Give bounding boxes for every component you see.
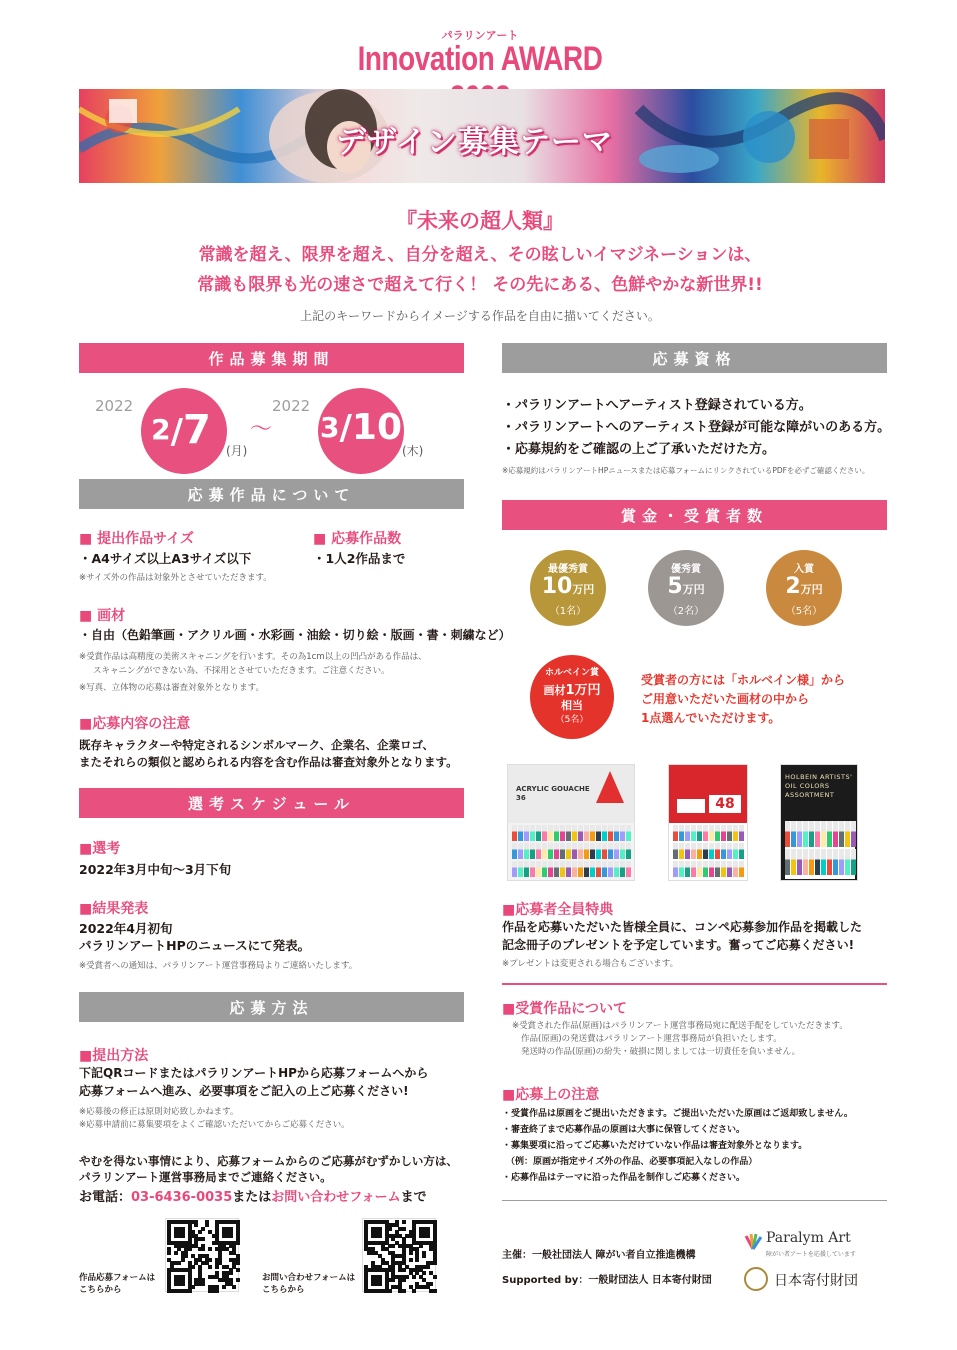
excellent-prize-name: 優秀賞 [671, 563, 701, 575]
paint-tube [536, 825, 541, 841]
paint-tube [691, 861, 696, 877]
paint-tube [673, 861, 678, 877]
material-note-3: ※写真、立体物の応募は審査対象外となります。 [79, 683, 264, 693]
benefits-line-1: 作品を応募いただいた皆様全員に、コンペ応募参加作品を掲載した [502, 920, 863, 934]
qr-module [222, 1285, 226, 1289]
qr-module [201, 1282, 205, 1286]
qr-module [429, 1282, 433, 1286]
qr-module [236, 1278, 240, 1282]
benefits-note: ※プレゼントは変更される場合もございます。 [502, 959, 679, 969]
qr-module [208, 1247, 212, 1251]
material-value: ・自由（色鉛筆画・アクリル画・水彩画・油絵・切り絵・版画・書・刺繍など） [79, 628, 511, 642]
paint-tube [821, 821, 826, 847]
paint-tube [626, 843, 631, 859]
paint-tube [530, 861, 535, 877]
holbein-prize-name: ホルベイン賞 [544, 668, 599, 678]
paint-tube [572, 843, 577, 859]
qr-module [201, 1237, 205, 1241]
paint-tube [566, 825, 571, 841]
paralym-art-logo [742, 1228, 882, 1262]
paint-tube [739, 843, 744, 859]
paint-tube [512, 861, 517, 877]
paint-tube [709, 843, 714, 859]
paint-tube [803, 849, 808, 875]
review-value: 2022年3月中旬〜3月下旬 [79, 862, 232, 877]
qr-module [236, 1241, 240, 1245]
notices-line-4: （例：原画が指定サイズ外の作品、必要事項記入なしの作品） [506, 1157, 758, 1167]
qr-module [181, 1234, 185, 1238]
paint-tube [845, 821, 850, 847]
phone-mid: または [232, 1190, 272, 1205]
paint-tube [733, 825, 738, 841]
paint-tube [697, 861, 702, 877]
banner-text: デザイン募集テーマ [336, 125, 613, 160]
material-note-2: スキャニングができない為、不採用とさせていただきます。ご注意ください。 [93, 666, 390, 676]
paint-tube [554, 861, 559, 877]
nippon-kifu-logo-text: 日本寄付財団 [774, 1273, 858, 1289]
contact-line-1: やむを得ない事情により、応募フォームからのご応募がむずかしい方は、 [79, 1154, 458, 1168]
excellent-prize-amount: 5 [667, 573, 683, 599]
holbein-desc-3: 1点選んでいただけます。 [641, 711, 781, 725]
paint-tube [554, 843, 559, 859]
qr-module [188, 1289, 192, 1293]
paint-tube [584, 843, 589, 859]
excellent-prize-circle [648, 550, 724, 626]
paint-tube [785, 821, 790, 847]
paint-tube [572, 825, 577, 841]
notices-line-3: ・募集要項に沿ってご応募いただけていない作品は審査対象外となります。 [502, 1141, 808, 1151]
paint-tube [608, 861, 613, 877]
submit-line-1: 下記QRコードまたはパラリンアートHPから応募フォームへから [79, 1066, 429, 1080]
theme-line-1: 常識を超え、限界を超え、自分を超え、その眩しいイマジネーションは、 [198, 245, 762, 265]
qr-module [181, 1258, 185, 1262]
paint-tube [578, 825, 583, 841]
qr-module [415, 1258, 419, 1262]
qr-module [215, 1265, 219, 1269]
theme-line-2: 常識も限界も光の速さで超えて行く！ その先にある、色鮮やかな新世界!! [197, 275, 763, 295]
paint-tube [715, 861, 720, 877]
paint-tube [697, 843, 702, 859]
paralym-art-logo-text: Paralym Art [766, 1230, 851, 1246]
paint-tube [851, 821, 856, 847]
qr-module [208, 1265, 212, 1269]
paint-tube [614, 861, 619, 877]
paint-tube [560, 825, 565, 841]
paint-tube [803, 821, 808, 847]
size-label: ■ 提出作品サイズ [79, 531, 194, 547]
paint-tube [596, 861, 601, 877]
awarded-note-1: ※受賞された作品(原画)はパラリンアート運営事務局宛に配送手配をしていただきます。 [512, 1021, 848, 1031]
end-year: 2022 [272, 397, 311, 415]
paint-tube [715, 825, 720, 841]
qr-module [402, 1220, 406, 1224]
paint-tube [602, 825, 607, 841]
qr-module [194, 1223, 198, 1227]
paint-tube [833, 849, 838, 875]
qr-module [378, 1234, 382, 1238]
grand-prize-circle [530, 550, 606, 626]
excellent-prize-unit: 万円 [682, 582, 705, 596]
start-year: 2022 [95, 397, 134, 415]
qr-module [391, 1278, 395, 1282]
period-heading: 作品募集期間 [79, 343, 464, 373]
paint-tube [614, 825, 619, 841]
notices-line-1: ・受賞作品は原画をご提出いただきます。ご提出いただいた原画はご返却致しません。 [502, 1109, 853, 1119]
entry-prize-amount: 2 [785, 573, 801, 599]
qr2-label: お問い合わせフォームは こちらから [262, 1273, 356, 1295]
phone-line [79, 1186, 427, 1205]
qr-module [426, 1234, 430, 1238]
paint-tube [673, 825, 678, 841]
eligibility-line-1: ・パラリンアートへアーティスト登録されている方。 [502, 398, 812, 413]
entry-prize-unit: 万円 [800, 582, 823, 596]
paint-tube [703, 825, 708, 841]
qr-module [405, 1275, 409, 1279]
qr-module [433, 1275, 437, 1279]
qr-module [191, 1285, 195, 1289]
size-note: ※サイズ外の作品は対象外とさせていただきます。 [79, 573, 272, 583]
paint-tube [679, 825, 684, 841]
qr-code-contact-form[interactable] [362, 1218, 436, 1292]
paint-tube [827, 821, 832, 847]
paint-tube [691, 843, 696, 859]
qr-module [419, 1244, 423, 1248]
paralym-art-flower-icon [742, 1232, 764, 1250]
qr-module [422, 1271, 426, 1275]
paint-tube [791, 821, 796, 847]
paint-tube [691, 825, 696, 841]
qr-module [433, 1261, 437, 1265]
result-note: ※受賞者への通知は、パラリンアート運営事務局よりご連絡いたします。 [79, 961, 358, 971]
paint-tube [797, 821, 802, 847]
schedule-heading: 選考スケジュール [79, 788, 464, 818]
start-date-circle: $^2$/7 [141, 388, 227, 474]
entry-prize-count: （5名） [785, 605, 823, 617]
holbein-desc-2: ご用意いただいた画材の中から [641, 692, 810, 706]
excellent-prize-count: （2名） [667, 605, 705, 617]
paint-tube [548, 861, 553, 877]
count-label: ■ 応募作品数 [313, 531, 402, 547]
benefits-label: ■応募者全員特典 [502, 902, 614, 918]
qr-module [236, 1261, 240, 1265]
paint-tube [608, 843, 613, 859]
grand-prize-count: （1名） [549, 605, 587, 617]
theme-instruction: 上記のキーワードからイメージする作品を自由に描いてください。 [300, 309, 660, 323]
paint-tube [709, 861, 714, 877]
paint-tube [518, 843, 523, 859]
qr-code-application-form[interactable] [165, 1218, 239, 1292]
paint-tube [721, 825, 726, 841]
eligibility-line-2: ・パラリンアートへのアーティスト登録が可能な障がいのある方。 [502, 420, 891, 435]
header-kicker: パラリンアート [441, 29, 519, 42]
paint-tube [620, 825, 625, 841]
paint-tube [524, 825, 529, 841]
contact-line-2: パラリンアート運営事務局までご連絡ください。 [79, 1170, 332, 1184]
holbein-prize-amount: 1万円 [565, 683, 601, 698]
paint-tube [697, 825, 702, 841]
qr-module [191, 1265, 195, 1269]
supporter: Supported by：一般財団法人 日本寄付財団 [502, 1275, 712, 1286]
paint-tube [524, 861, 529, 877]
qr-module [402, 1268, 406, 1272]
paint-tube [739, 825, 744, 841]
submit-note-2: ※応募申請前に募集要項をよくご確認いただいてからご応募ください。 [79, 1120, 350, 1130]
result-label: ■結果発表 [79, 901, 149, 917]
qr-module [412, 1289, 416, 1293]
paint-tube [733, 861, 738, 877]
qr-module [426, 1265, 430, 1269]
paint-tube [626, 861, 631, 877]
paint-tube [596, 843, 601, 859]
header-title: Innovation AWARD [357, 40, 603, 78]
paint-tube [590, 825, 595, 841]
product-gouache-box [507, 764, 635, 881]
paint-tube [548, 825, 553, 841]
material-note-1: ※受賞作品は高精度の美術スキャニングを行います。その為1cm以上の凹凸がある作品は、 [79, 652, 427, 662]
paint-tube [673, 843, 678, 859]
notices-line-2: ・審査終了まで応募作品の原画は大事に保管してください。 [502, 1125, 746, 1135]
holbein-prize-circle [530, 655, 614, 739]
qr-module [378, 1282, 382, 1286]
qr-module [412, 1275, 416, 1279]
paint-tube [566, 843, 571, 859]
theme-title: 『未来の超人類』 [396, 209, 564, 233]
paint-tube [512, 843, 517, 859]
paint-tube [518, 825, 523, 841]
qr-module [402, 1278, 406, 1282]
paint-tube [560, 861, 565, 877]
paint-tube [727, 843, 732, 859]
about-heading: 応募作品について [79, 479, 464, 509]
size-value: ・A4サイズ以上A3サイズ以下 [79, 551, 252, 566]
holbein-prize-line2: 相当 [561, 699, 583, 712]
product-hwc-box [668, 764, 748, 881]
paint-tube [512, 825, 517, 841]
paint-tube [827, 849, 832, 875]
grand-prize-amount: 10 [541, 573, 573, 599]
material-label: ■ 画材 [79, 608, 126, 624]
paint-tube [554, 825, 559, 841]
paint-tube [626, 825, 631, 841]
notices-label: ■応募上の注意 [502, 1087, 600, 1103]
holbein-prize-line1: 画材 [543, 684, 566, 697]
qr-module [388, 1227, 392, 1231]
qr-module [177, 1261, 181, 1265]
paint-tube [685, 861, 690, 877]
grand-prize-name: 最優秀賞 [548, 563, 588, 575]
start-month: 2 [151, 413, 171, 446]
paint-tube [839, 821, 844, 847]
holbein-desc-1: 受賞者の方には「ホルベイン様」から [641, 673, 846, 687]
paint-tube [590, 843, 595, 859]
end-day: 10 [351, 407, 402, 448]
result-line-1: 2022年4月初旬 [79, 921, 173, 936]
paint-tube [620, 843, 625, 859]
gouache-box-label: ACRYLIC GOUACHE 36 [516, 785, 590, 802]
paint-tube [536, 861, 541, 877]
paint-tube [821, 849, 826, 875]
paint-tube [530, 825, 535, 841]
hwc-box-label: 48 [709, 795, 741, 813]
paint-tube [815, 821, 820, 847]
count-value: ・1人2作品まで [313, 551, 406, 566]
paint-tube [733, 843, 738, 859]
method-heading: 応募方法 [79, 992, 464, 1022]
qr-module [215, 1289, 219, 1293]
submit-note-1: ※応募後の修正は原則対応致しかねます。 [79, 1107, 239, 1117]
paint-tube [727, 861, 732, 877]
paint-tube [524, 843, 529, 859]
paint-tube [542, 825, 547, 841]
qr-module [433, 1289, 437, 1293]
phone-number[interactable]: 03-6436-0035 [131, 1190, 233, 1205]
qr-module [232, 1285, 236, 1289]
paint-tube [536, 843, 541, 859]
qr-module [402, 1227, 406, 1231]
paint-tube [602, 843, 607, 859]
paint-tube [590, 861, 595, 877]
eligibility-note: ※応募規約はパラリンアートHPニュースまたは応募フォームにリンクされているPDFを必ずご確認ください。 [502, 466, 870, 475]
paint-tube [530, 843, 535, 859]
holbein-prize-count: （5名） [555, 715, 589, 725]
paint-tube [845, 849, 850, 875]
qr-module [409, 1251, 413, 1255]
awarded-note-3: 発送時の作品(原画)の紛失・破損に関しましては一切責任を負いません。 [521, 1047, 801, 1057]
paint-tube [721, 843, 726, 859]
qr-module [229, 1234, 233, 1238]
phone-prefix: お電話： [79, 1190, 132, 1205]
qr-module [201, 1247, 205, 1251]
submit-line-2: 応募フォームへ進み、必要事項をご記入の上ご応募ください! [79, 1084, 409, 1098]
contact-form-link[interactable]: お問い合わせフォーム [271, 1190, 401, 1205]
paint-tube [797, 849, 802, 875]
benefits-line-2: 記念冊子のプレゼントを予定しています。奮ってご応募ください! [502, 938, 855, 952]
review-label: ■選考 [79, 841, 121, 857]
paint-tube [578, 861, 583, 877]
end-date-circle: 3/10 [318, 388, 404, 474]
paint-tube [851, 849, 856, 875]
organizer: 主催：一般社団法人 障がい者自立推進機構 [502, 1250, 696, 1261]
entry-prize-circle [766, 550, 842, 626]
qr-module [402, 1289, 406, 1293]
paint-tube [715, 843, 720, 859]
period-tilde: 〜 [250, 417, 273, 442]
eligibility-heading: 応募資格 [502, 343, 887, 373]
caution-line-2: またそれらの類似と認められる内容を含む作品は審査対象外となります。 [79, 755, 458, 769]
paint-tube [548, 843, 553, 859]
qr-module [198, 1230, 202, 1234]
paint-tube [584, 861, 589, 877]
paint-tube [809, 821, 814, 847]
paint-tube [791, 849, 796, 875]
qr-module [409, 1258, 413, 1262]
end-month: 3 [319, 411, 340, 444]
eligibility-line-3: ・応募規約をご確認の上ご了承いただけた方。 [502, 442, 776, 457]
paint-tube [572, 861, 577, 877]
divider-2 [502, 1200, 887, 1201]
caution-line-1: 既存キャラクターや特定されるシンボルマーク、企業名、企業ロゴ、 [79, 738, 435, 752]
divider-1 [502, 983, 887, 985]
qr-module [174, 1251, 178, 1255]
paint-tube [614, 843, 619, 859]
paint-tube [596, 825, 601, 841]
result-line-2: パラリンアートHPのニュースにて発表。 [79, 938, 311, 953]
oil-box-label: HOLBEIN ARTISTS' OIL COLORS ASSORTMENT [785, 773, 853, 799]
paint-tube [721, 861, 726, 877]
awarded-note-2: 作品(原画)の発送費はパラリンアート運営事務局が負担いたします。 [521, 1034, 782, 1044]
qr-module [208, 1258, 212, 1262]
paint-tube [833, 821, 838, 847]
paint-tube [685, 843, 690, 859]
paint-tube [518, 861, 523, 877]
nippon-kifu-seal-icon [744, 1267, 768, 1291]
paint-tube [679, 861, 684, 877]
paint-tube [679, 843, 684, 859]
qr-module [229, 1271, 233, 1275]
qr-module [236, 1268, 240, 1272]
start-day: 7 [183, 407, 211, 453]
paint-tube [785, 849, 790, 875]
paralym-art-logo-sub: 障がい者アートを応援しています [766, 1251, 856, 1258]
qr-module [188, 1247, 192, 1251]
submit-label: ■提出方法 [79, 1048, 149, 1064]
end-dow: (木) [402, 444, 424, 458]
qr-module [167, 1251, 171, 1255]
awarded-label: ■受賞作品について [502, 1001, 627, 1017]
nippon-kifu-logo [742, 1266, 882, 1296]
paint-tube [578, 843, 583, 859]
phone-suffix: まで [400, 1190, 427, 1205]
paint-tube [584, 825, 589, 841]
paint-tube [739, 861, 744, 877]
paint-tube [727, 825, 732, 841]
paint-tube [703, 843, 708, 859]
qr-module [184, 1254, 188, 1258]
paint-tube [815, 849, 820, 875]
qr-module [205, 1223, 209, 1227]
paint-tube [602, 861, 607, 877]
prizes-heading: 賞金・受賞者数 [502, 500, 887, 530]
grand-prize-unit: 万円 [572, 582, 595, 596]
paint-tube [709, 825, 714, 841]
qr-module [388, 1289, 392, 1293]
qr-module [391, 1244, 395, 1248]
start-dow: (月) [226, 444, 248, 458]
entry-prize-name: 入賞 [794, 563, 814, 575]
qr-module [181, 1282, 185, 1286]
paint-tube [685, 825, 690, 841]
caution-label: ■応募内容の注意 [79, 716, 191, 732]
paint-tube [566, 861, 571, 877]
paint-tube [703, 861, 708, 877]
paint-tube [839, 849, 844, 875]
paint-tube [809, 849, 814, 875]
paint-tube [620, 861, 625, 877]
notices-line-5: ・応募作品はテーマに沿った作品を制作しご応募ください。 [502, 1173, 746, 1183]
qr-module [422, 1254, 426, 1258]
paint-tube [560, 843, 565, 859]
product-oil-box [780, 764, 858, 881]
paint-tube [542, 843, 547, 859]
qr-module [201, 1227, 205, 1231]
paint-tube [608, 825, 613, 841]
paint-tube [542, 861, 547, 877]
qr1-label: 作品応募フォームは こちらから [79, 1273, 156, 1295]
